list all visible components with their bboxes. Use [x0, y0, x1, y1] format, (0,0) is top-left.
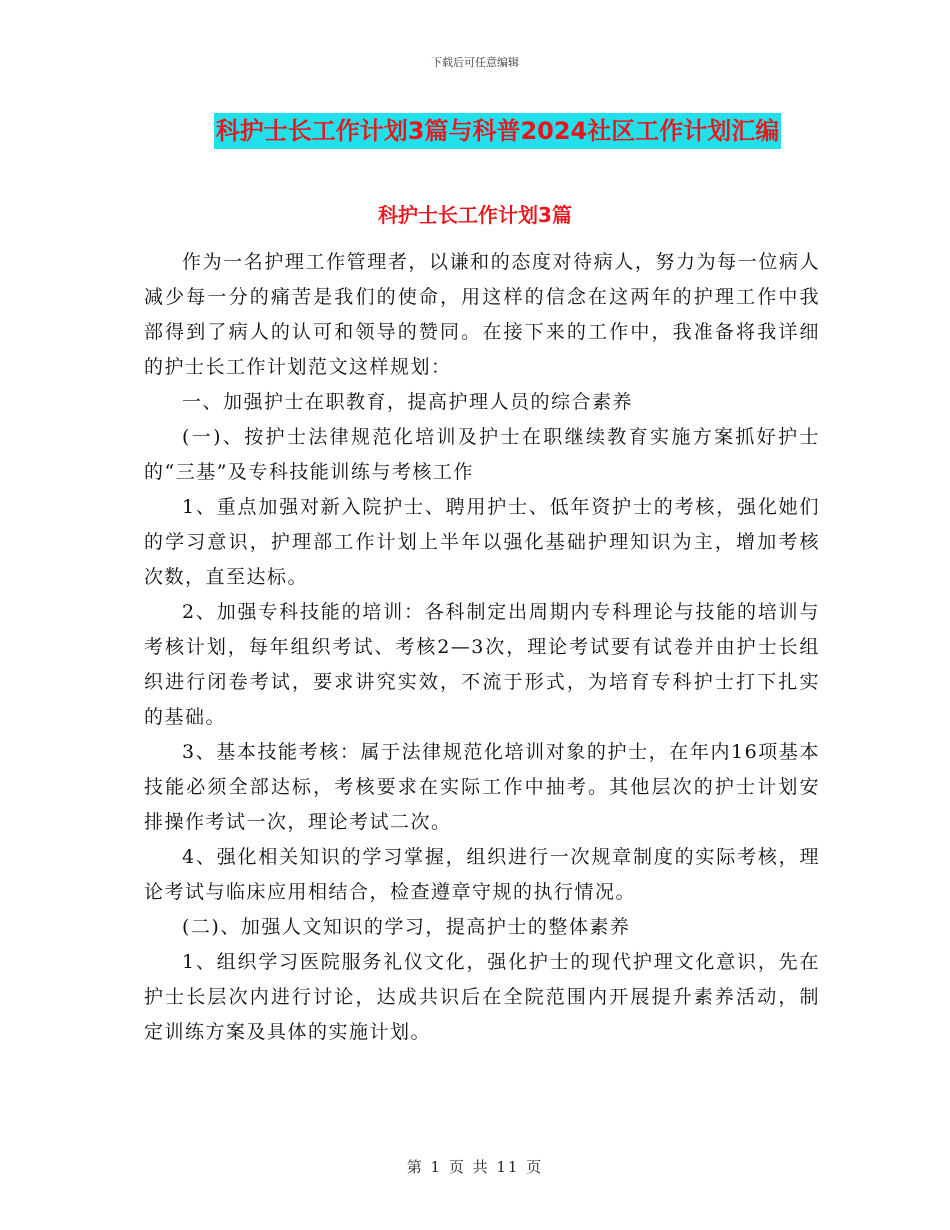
paragraph-subheading-1: (一)、按护士法律规范化培训及护士在职继续教育实施方案抓好护士的“三基”及专科技能训练与考核工作	[144, 426, 820, 483]
paragraph-item-3: 3、基本技能考核：属于法律规范化培训对象的护士，在年内16项基本技能必须全部达标，考核要求在实际工作中抽考。其他层次的护士计划安排操作考试一次，理论考试二次。	[144, 741, 820, 833]
section-title: 科护士长工作计划3篇	[378, 203, 572, 227]
document-body	[144, 245, 820, 1050]
paragraph-item-4: 4、强化相关知识的学习掌握，组织进行一次规章制度的实际考核，理论考试与临床应用相结合，检查遵章守规的执行情况。	[144, 846, 820, 903]
page-number-footer: 第 1 页 共 11 页	[406, 1158, 544, 1176]
paragraph-item-1: 1、重点加强对新入院护士、聘用护士、低年资护士的考核，强化她们的学习意识，护理部工作计划上半年以强化基础护理知识为主，增加考核次数，直至达标。	[144, 496, 820, 588]
paragraph-item-5: 1、组织学习医院服务礼仪文化，强化护士的现代护理文化意识，先在护士长层次内进行讨论，达成共识后在全院范围内开展提升素养活动，制定训练方案及具体的实施计划。	[144, 951, 820, 1043]
paragraph-intro: 作为一名护理工作管理者，以谦和的态度对待病人，努力为每一位病人减少每一分的痛苦是我们的使命，用这样的信念在这两年的护理工作中我部得到了病人的认可和领导的赞同。在接下来的工作中，我准备将我详细的护士长工作计划范文这样规划：	[144, 251, 820, 378]
paragraph-item-2: 2、加强专科技能的培训：各科制定出周期内专科理论与技能的培训与考核计划，每年组织考试、考核2—3次，理论考试要有试卷并由护士长组织进行闭卷考试，要求讲究实效，不流于形式，为培育专科护士打下扎实的基础。	[144, 601, 820, 728]
paragraph-heading-1: 一、加强护士在职教育，提高护理人员的综合素养	[182, 391, 634, 413]
header-note: 下载后可任意编辑	[431, 56, 519, 69]
document-main-title: 科护士长工作计划3篇与科普2024社区工作计划汇编	[214, 113, 782, 149]
main-title-container	[0, 113, 950, 149]
paragraph-subheading-2: (二)、加强人文知识的学习，提高护士的整体素养	[182, 916, 631, 938]
